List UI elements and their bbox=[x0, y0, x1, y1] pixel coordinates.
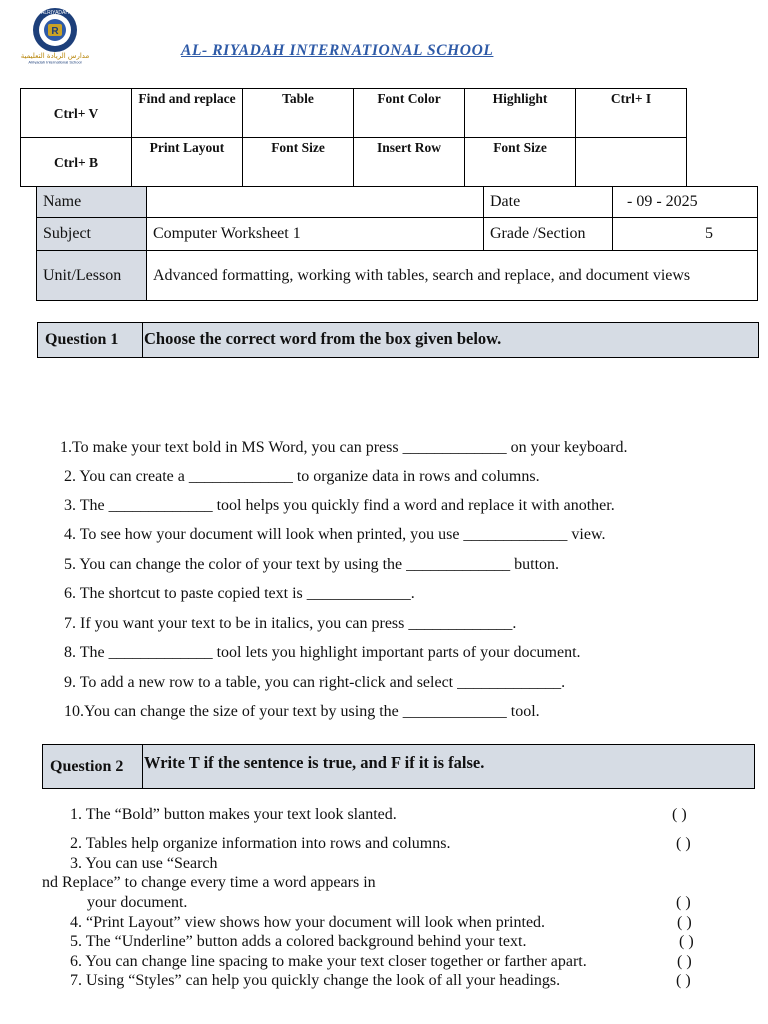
answer-box[interactable]: ( ) bbox=[679, 933, 694, 950]
name-field[interactable] bbox=[147, 187, 484, 218]
answer-box[interactable]: ( ) bbox=[672, 806, 687, 823]
word-bank-cell: Ctrl+ V bbox=[21, 89, 132, 138]
q1-item: 2. You can create a _____________ to organize data in rows and columns. bbox=[64, 468, 540, 485]
word-bank-cell: Table bbox=[243, 89, 354, 138]
answer-box[interactable]: ( ) bbox=[677, 953, 692, 970]
answer-box[interactable]: ( ) bbox=[677, 914, 692, 931]
grade-label: Grade /Section bbox=[484, 218, 613, 251]
word-bank-table bbox=[20, 88, 687, 187]
q2-item: 1. The “Bold” button makes your text look slanted. bbox=[70, 806, 397, 823]
q1-item: 7. If you want your text to be in italics, you can press _____________. bbox=[64, 615, 517, 632]
grade-field[interactable]: 5 bbox=[613, 218, 758, 251]
q2-item: 6. You can change line spacing to make your text closer together or farther apart. bbox=[70, 953, 587, 970]
question-1-number: Question 1 bbox=[38, 323, 143, 357]
date-field[interactable]: - 09 - 2025 bbox=[613, 187, 758, 218]
q1-item: 10.You can change the size of your text by using the _____________ tool. bbox=[64, 703, 540, 720]
student-info-table bbox=[36, 186, 758, 301]
subject-field: Computer Worksheet 1 bbox=[147, 218, 484, 251]
q2-item: 5. The “Underline” button adds a colored background behind your text. bbox=[70, 933, 527, 950]
word-bank-cell: Ctrl+ B bbox=[21, 138, 132, 187]
word-bank-row bbox=[21, 89, 687, 138]
name-label: Name bbox=[37, 187, 147, 218]
q1-item: 3. The _____________ tool helps you quickly find a word and replace it with another. bbox=[64, 497, 615, 514]
word-bank-row bbox=[21, 138, 687, 187]
school-logo bbox=[8, 6, 102, 64]
question-2-header bbox=[42, 744, 755, 789]
q1-item: 6. The shortcut to paste copied text is _____________. bbox=[64, 585, 415, 602]
word-bank-cell bbox=[576, 138, 687, 187]
question-2-instruction: Write T if the sentence is true, and F if it is false. bbox=[144, 753, 485, 772]
logo-arabic-name: مدارس الريادة التعليمية bbox=[20, 52, 90, 60]
question-2-number: Question 2 bbox=[43, 745, 143, 788]
answer-box[interactable]: ( ) bbox=[676, 972, 691, 989]
word-bank-cell: Font Size bbox=[243, 138, 354, 187]
q1-item: 4. To see how your document will look when printed, you use _____________ view. bbox=[64, 526, 606, 543]
word-bank-cell: Print Layout bbox=[132, 138, 243, 187]
subject-label: Subject bbox=[37, 218, 147, 251]
question-1-instruction: Choose the correct word from the box given below. bbox=[144, 329, 502, 348]
answer-box[interactable]: ( ) bbox=[676, 835, 691, 852]
q1-item: 9. To add a new row to a table, you can right-click and select _____________. bbox=[64, 674, 566, 691]
word-bank-cell: Insert Row bbox=[354, 138, 465, 187]
q1-item: 1.To make your text bold in MS Word, you can press _____________ on your keyboard. bbox=[60, 439, 628, 456]
question-1-header bbox=[37, 322, 759, 358]
q2-item: 3. You can use “Search bbox=[70, 855, 218, 872]
date-label: Date bbox=[484, 187, 613, 218]
unit-label: Unit/Lesson bbox=[37, 251, 147, 301]
q2-item: 7. Using “Styles” can help you quickly change the look of all your headings. bbox=[70, 972, 561, 989]
logo-arc-text: ALRIYADAH bbox=[41, 10, 69, 16]
answer-box[interactable]: ( ) bbox=[676, 894, 691, 911]
logo-badge-letter: R bbox=[51, 26, 59, 37]
word-bank-cell: Ctrl+ I bbox=[576, 89, 687, 138]
school-name: AL- RIYADAH INTERNATIONAL SCHOOL bbox=[181, 42, 494, 59]
q2-item: nd Replace” to change every time a word appears in bbox=[42, 874, 376, 891]
q1-item: 5. You can change the color of your text by using the _____________ button. bbox=[64, 556, 560, 573]
word-bank-cell: Highlight bbox=[465, 89, 576, 138]
logo-english-name: Alriyadah International School bbox=[28, 59, 82, 64]
q2-item: 4. “Print Layout” view shows how your document will look when printed. bbox=[70, 914, 546, 931]
word-bank-cell: Find and replace bbox=[132, 89, 243, 138]
word-bank-cell: Font Color bbox=[354, 89, 465, 138]
unit-field: Advanced formatting, working with tables, search and replace, and document views bbox=[147, 251, 758, 301]
q2-item: 2. Tables help organize information into rows and columns. bbox=[70, 835, 451, 852]
word-bank-cell: Font Size bbox=[465, 138, 576, 187]
q1-item: 8. The _____________ tool lets you highlight important parts of your document. bbox=[64, 644, 581, 661]
q2-item: your document. bbox=[87, 894, 188, 911]
